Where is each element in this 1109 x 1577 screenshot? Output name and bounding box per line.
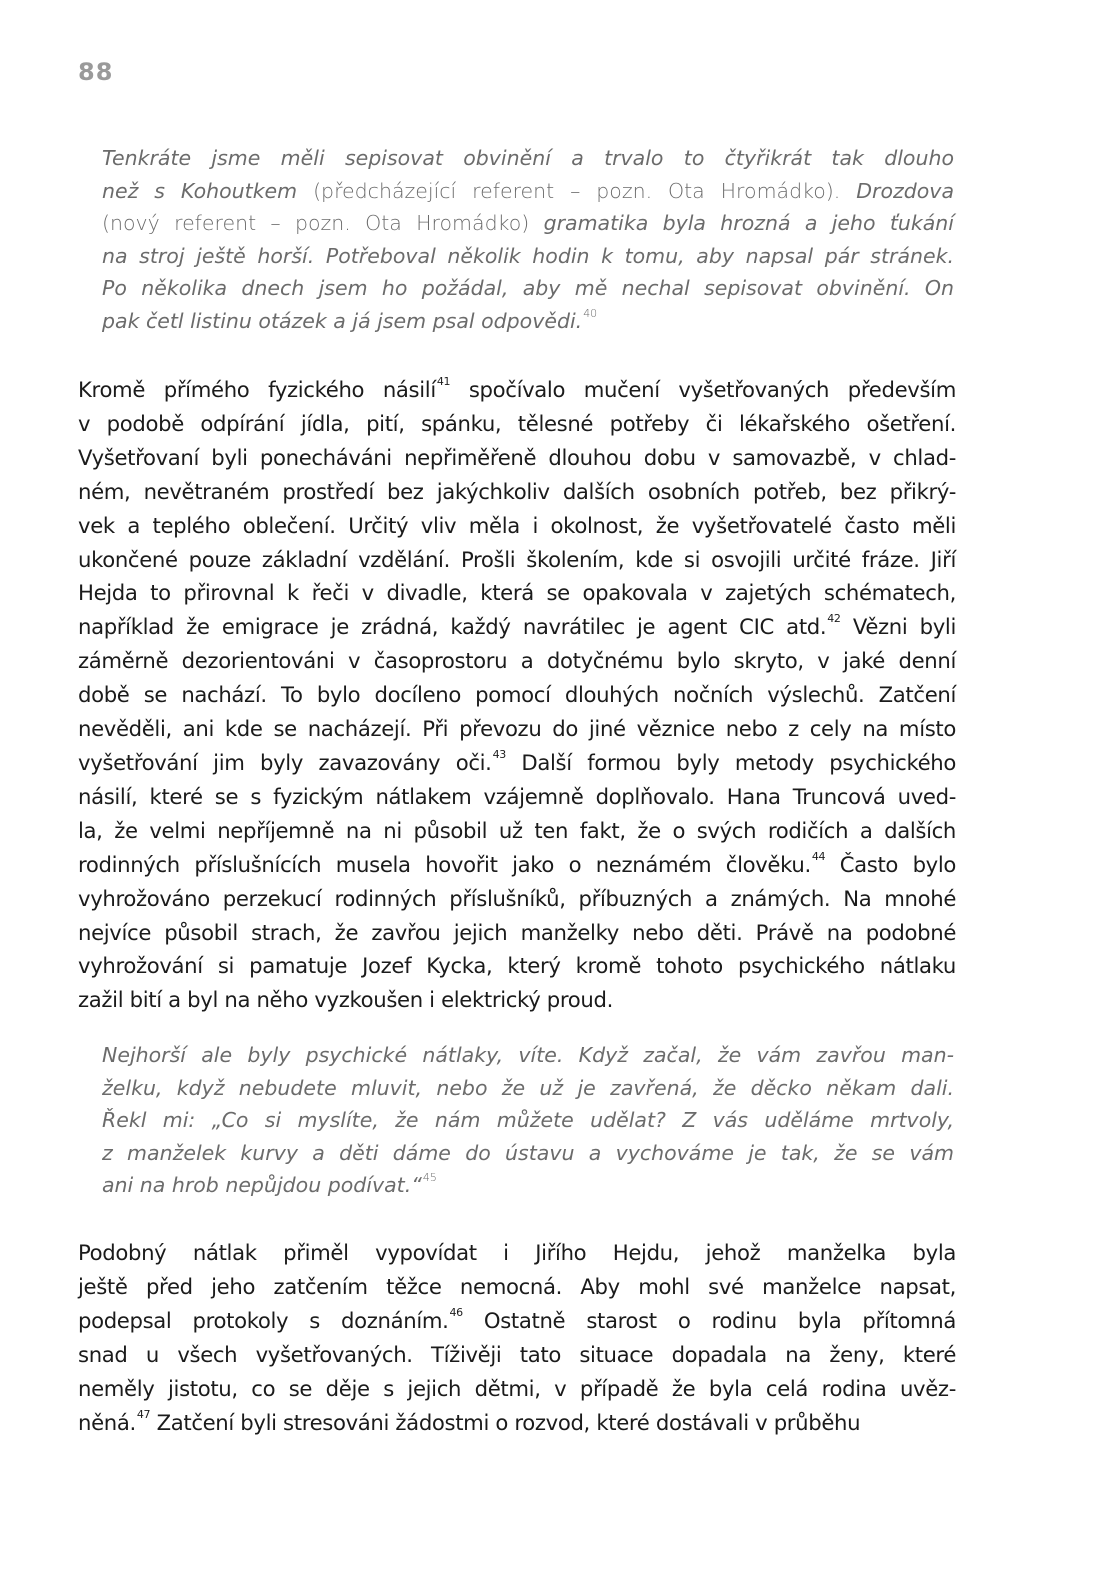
text-segment: na stroj ještě horší. Potřeboval několik hodin k tomu, aby napsal pár stránek. bbox=[102, 243, 954, 268]
text-segment: Po několika dnech jsem ho požádal, aby mě nechal sepisovat obvinění. On bbox=[102, 276, 954, 301]
text-line bbox=[78, 1406, 956, 1440]
footnote-marker: 44 bbox=[811, 849, 826, 863]
text-segment: z manželek kurvy a děti dáme do ústavu a vychováme je tak, že se vám bbox=[102, 1140, 954, 1165]
text-line bbox=[78, 916, 956, 950]
text-segment: la, že velmi nepříjemně na ni působil už ten fakt, že o svých rodičích a dalších bbox=[78, 817, 956, 843]
text-line bbox=[102, 1104, 954, 1137]
text-segment: (předcházející referent – pozn. Ota Hromádko). bbox=[313, 178, 857, 203]
text-line bbox=[78, 1372, 956, 1406]
text-segment: Zatčení byli stresováni žádostmi o rozvod, které dostávali v průběhu bbox=[150, 1409, 861, 1435]
text-segment: spočívalo mučení vyšetřovaných především bbox=[450, 377, 956, 402]
text-line bbox=[78, 678, 956, 712]
text-segment: nevěděli, ani kde se nacházejí. Při převozu do jiné věznice nebo z cely na místo bbox=[78, 716, 956, 742]
text-segment: neměly jistotu, co se děje s jejich dětmi, v případě že byla celá rodina uvěz- bbox=[78, 1375, 956, 1401]
text-segment: Kromě přímého fyzického násilí bbox=[78, 377, 436, 402]
text-segment: (nový referent – pozn. Ota Hromádko) bbox=[102, 211, 544, 236]
text-segment: násilí, které se s fyzickým nátlakem vzájemně doplňovalo. Hana Truncová uved- bbox=[78, 783, 956, 809]
text-segment: Další formou byly metody psychického bbox=[505, 749, 956, 775]
text-line bbox=[78, 780, 956, 814]
text-line bbox=[78, 543, 956, 577]
text-segment: nejvíce působil strach, že zavřou jejich manželky nebo děti. Právě na podobné bbox=[78, 919, 956, 945]
text-line bbox=[78, 475, 956, 509]
text-line bbox=[102, 1169, 954, 1202]
text-segment: Vězni byli bbox=[840, 614, 956, 640]
text-line bbox=[78, 712, 956, 746]
text-segment: rodinných příslušnících musela hovořit jako o neznámém člověku. bbox=[78, 851, 811, 877]
text-line bbox=[102, 175, 954, 208]
text-segment: záměrně dezorientováni v časoprostoru a dotyčnému bylo skryto, v jaké denní bbox=[78, 648, 956, 674]
text-line bbox=[78, 407, 956, 441]
text-segment: Ostatně starost o rodinu byla přítomná bbox=[462, 1307, 956, 1333]
text-segment: ještě před jeho zatčením těžce nemocná. Aby mohl své manželce napsat, bbox=[78, 1273, 956, 1299]
text-line bbox=[102, 1039, 954, 1072]
footnote-marker: 40 bbox=[583, 306, 598, 320]
block-quote-1 bbox=[102, 142, 954, 338]
text-line bbox=[102, 1137, 954, 1170]
text-segment: Často bylo bbox=[825, 851, 957, 877]
block-quote-2 bbox=[102, 1039, 954, 1202]
text-line bbox=[78, 1304, 956, 1338]
text-segment: gramatika byla hrozná a jeho ťukání bbox=[543, 211, 954, 236]
text-line bbox=[78, 441, 956, 475]
text-segment: Drozdova bbox=[856, 178, 954, 203]
text-line bbox=[102, 142, 954, 175]
footnote-marker: 42 bbox=[827, 612, 841, 626]
footnote-marker: 43 bbox=[492, 747, 506, 761]
text-line bbox=[102, 240, 954, 273]
text-segment: vek a teplého oblečení. Určitý vliv měla i okolnost, že vyšetřovatelé často měli bbox=[78, 512, 956, 538]
text-segment: než s Kohoutkem bbox=[102, 178, 314, 203]
text-line bbox=[78, 576, 956, 610]
footnote-marker: 46 bbox=[449, 1305, 463, 1319]
text-line bbox=[78, 610, 956, 644]
text-line bbox=[78, 644, 956, 678]
text-segment: v podobě odpírání jídla, pití, spánku, tělesné potřeby či lékařského ošetření. bbox=[78, 410, 956, 436]
text-segment: Řekl mi: „Co si myslíte, že nám můžete udělat? Z vás uděláme mrtvoly, bbox=[102, 1108, 954, 1133]
text-line bbox=[78, 373, 956, 407]
text-line bbox=[78, 1236, 956, 1270]
text-segment: pak četl listinu otázek a já jsem psal odpovědi. bbox=[102, 308, 583, 333]
text-line bbox=[78, 1338, 956, 1372]
text-segment: ukončené pouze základní vzdělání. Prošli školením, kde si osvojili určité fráze. Jiří bbox=[78, 546, 956, 572]
footnote-marker: 45 bbox=[422, 1171, 437, 1185]
text-line bbox=[78, 509, 956, 543]
text-segment: zažil bití a byl na něho vyzkoušen i elektrický proud. bbox=[78, 987, 613, 1013]
text-line bbox=[78, 848, 956, 882]
text-segment: době se nachází. To bylo docíleno pomocí dlouhých nočních výslechů. Zatčení bbox=[78, 682, 956, 708]
text-line bbox=[102, 305, 954, 338]
text-line bbox=[78, 983, 956, 1017]
text-segment: Tenkráte jsme měli sepisovat obvinění a trvalo to čtyřikrát tak dlouho bbox=[102, 146, 954, 170]
text-line bbox=[78, 814, 956, 848]
text-segment: Vyšetřovaní byli ponecháváni nepřiměřeně dlouhou dobu v samovazbě, v chlad- bbox=[78, 444, 956, 470]
text-line bbox=[102, 1072, 954, 1105]
text-line bbox=[78, 949, 956, 983]
body-paragraph-2 bbox=[78, 1236, 956, 1439]
footnote-marker: 47 bbox=[136, 1407, 151, 1421]
text-segment: podepsal protokoly s doznáním. bbox=[78, 1307, 449, 1333]
text-segment: vyhrožováno perzekucí rodinných příslušníků, příbuzných a známých. Na mnohé bbox=[78, 885, 956, 911]
text-segment: Hejda to přirovnal k řeči v divadle, která se opakovala v zajetých schématech, bbox=[78, 580, 956, 606]
body-paragraph-1 bbox=[78, 373, 956, 1017]
text-line bbox=[102, 272, 954, 305]
text-segment: vyhrožování si pamatuje Jozef Kycka, který kromě tohoto psychického nátlaku bbox=[78, 953, 956, 979]
text-segment: ani na hrob nepůjdou podívat.“ bbox=[102, 1173, 422, 1198]
text-line bbox=[102, 207, 954, 240]
text-line bbox=[78, 1270, 956, 1304]
text-segment: Nejhorší ale byly psychické nátlaky, víte. Když začal, že vám zavřou man- bbox=[102, 1043, 954, 1067]
text-segment: Podobný nátlak přiměl vypovídat i Jiřího Hejdu, jehož manželka byla bbox=[78, 1240, 956, 1265]
text-segment: například že emigrace je zrádná, každý navrátilec je agent CIC atd. bbox=[78, 614, 827, 640]
footnote-marker: 41 bbox=[436, 375, 451, 388]
text-segment: něná. bbox=[78, 1409, 136, 1435]
text-segment: vyšetřování jim byly zavazovány oči. bbox=[78, 749, 492, 775]
text-segment: ném, nevětraném prostředí bez jakýchkoliv dalších osobních potřeb, bez přikrý- bbox=[78, 478, 956, 504]
text-segment: snad u všech vyšetřovaných. Tíživěji tato situace dopadala na ženy, které bbox=[78, 1341, 956, 1367]
text-segment: želku, když nebudete mluvit, nebo že už je zavřená, že děcko někam dali. bbox=[102, 1075, 954, 1100]
text-line bbox=[78, 746, 956, 780]
text-line bbox=[78, 882, 956, 916]
page-number: 88 bbox=[78, 58, 114, 86]
